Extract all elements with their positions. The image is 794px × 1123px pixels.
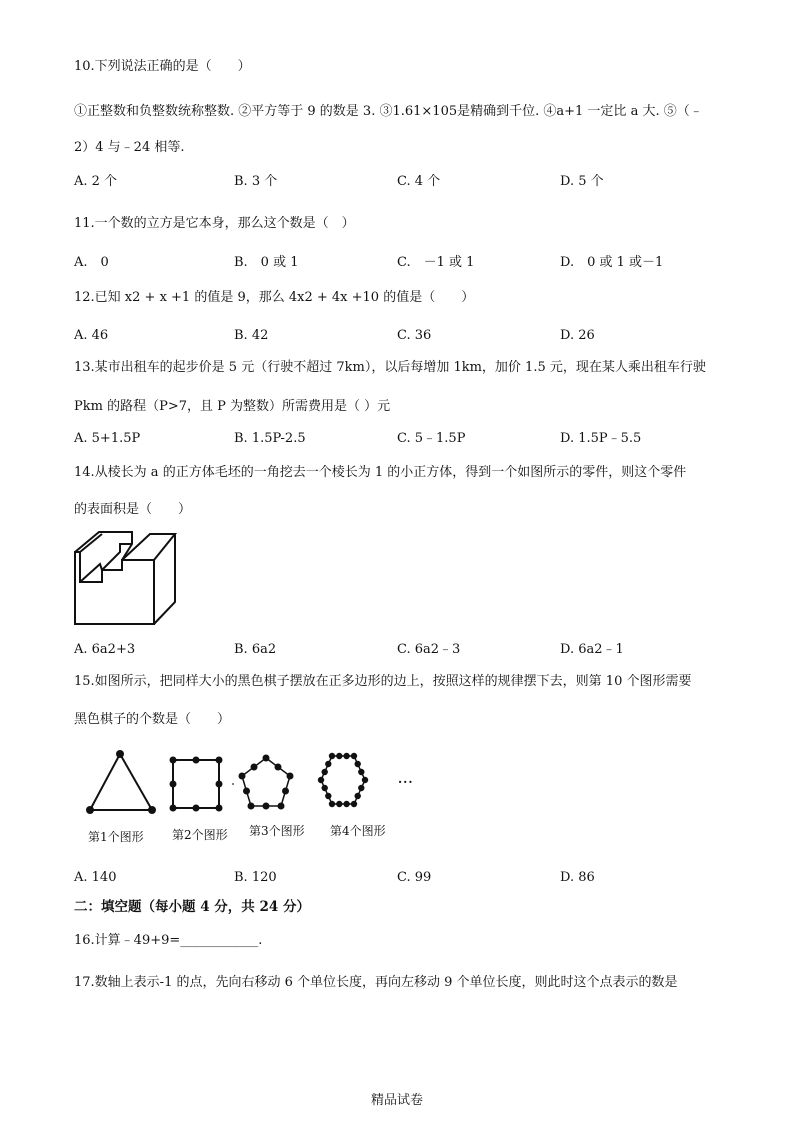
q12-options	[74, 327, 734, 345]
pattern-ellipsis: ···	[398, 775, 414, 789]
figure-label-3: 第3个图形	[249, 824, 305, 838]
q15-option-c: C. 99	[397, 870, 432, 885]
q14-option-b: B. 6a2	[234, 642, 277, 657]
q13-line1: 13.某市出租车的起步价是 5 元（行驶不超过 7km），以后每增加 1km，加价 1.5 元，现在某人乘出租车行驶	[74, 360, 706, 375]
q11-option-b: B. 0 或 1	[234, 255, 299, 270]
q13-option-b: B. 1.5P-2.5	[234, 431, 306, 446]
q13-option-d: D. 1.5P﹣5.5	[560, 431, 642, 446]
q15-line1: 15.如图所示，把同样大小的黑色棋子摆放在正多边形的边上，按照这样的规律摆下去，则第 10 个图形需要	[74, 674, 692, 689]
q12-option-a: A. 46	[74, 328, 109, 343]
q15-option-d: D. 86	[560, 870, 595, 885]
q15-line2: 黑色棋子的个数是（ ）	[74, 712, 231, 727]
q15-option-a: A. 140	[74, 870, 117, 885]
q11-option-d: D. 0 或 1 或－1	[560, 255, 664, 270]
q10-option-a: A. 2 个	[74, 174, 118, 189]
hexagon-pattern	[318, 753, 368, 807]
q14-option-c: C. 6a2﹣3	[397, 642, 461, 657]
q10-option-b: B. 3 个	[234, 174, 278, 189]
q14-option-d: D. 6a2﹣1	[560, 642, 624, 657]
q11-options	[74, 254, 734, 272]
cube-notch-figure	[72, 530, 178, 630]
q11-option-a: A. 0	[74, 255, 109, 270]
q15-option-b: B. 120	[234, 870, 277, 885]
section-fill-in-heading: 二：填空题（每小题 4 分，共 24 分）	[74, 899, 310, 915]
q14-options	[74, 641, 734, 659]
q13-options	[74, 430, 734, 448]
polygon-patterns-figure	[80, 748, 420, 820]
triangle-pattern	[86, 750, 156, 814]
q13-option-a: A. 5+1.5P	[74, 431, 141, 446]
q13-option-c: C. 5﹣1.5P	[397, 431, 466, 446]
pentagon-pattern	[239, 755, 294, 810]
square-pattern	[170, 757, 235, 812]
q11-title: 11.一个数的立方是它本身，那么这个数是（ ）	[74, 216, 355, 231]
q17-text: 17.数轴上表示-1 的点，先向右移动 6 个单位长度，再向左移动 9 个单位长度，则此时这个点表示的数是	[74, 975, 678, 990]
q14-line1: 14.从棱长为 a 的正方体毛坯的一角挖去一个棱长为 1 的小正方体，得到一个如图所示的零件，则这个零件	[74, 465, 687, 480]
q12-option-b: B. 42	[234, 328, 269, 343]
q12-title: 12.已知 x2 + x +1 的值是 9，那么 4x2 + 4x +10 的值是（ ）	[74, 290, 475, 305]
figure-label-1: 第1个图形	[88, 830, 144, 844]
cube-front-face	[75, 552, 154, 624]
q10-options	[74, 173, 734, 191]
q10-option-d: D. 5 个	[560, 174, 604, 189]
figure-label-2: 第2个图形	[172, 828, 228, 842]
figure-label-4: 第4个图形	[330, 824, 386, 838]
q15-options	[74, 869, 734, 887]
q10-option-c: C. 4 个	[397, 174, 441, 189]
q14-option-a: A. 6a2+3	[74, 642, 136, 657]
q16-text: 16.计算﹣49+9=____________.	[74, 933, 263, 948]
q14-line2: 的表面积是（ ）	[74, 502, 192, 517]
q13-line2: Pkm 的路程（P>7，且 P 为整数）所需费用是（ ）元	[74, 399, 391, 414]
q12-option-d: D. 26	[560, 328, 595, 343]
page-footer: 精品试卷	[370, 1093, 423, 1108]
notch-back-edges	[75, 532, 132, 560]
q10-statements-line2: 2）4 与﹣24 相等.	[74, 140, 185, 155]
q10-statements-line1: ①正整数和负整数统称整数. ②平方等于 9 的数是 3. ③1.61×105是精确到千位. ④a+1 一定比 a 大. ⑤（﹣	[74, 104, 703, 119]
q10-title: 10.下列说法正确的是（ ）	[74, 59, 251, 74]
q12-option-c: C. 36	[397, 328, 432, 343]
q11-option-c: C. －1 或 1	[397, 255, 475, 270]
